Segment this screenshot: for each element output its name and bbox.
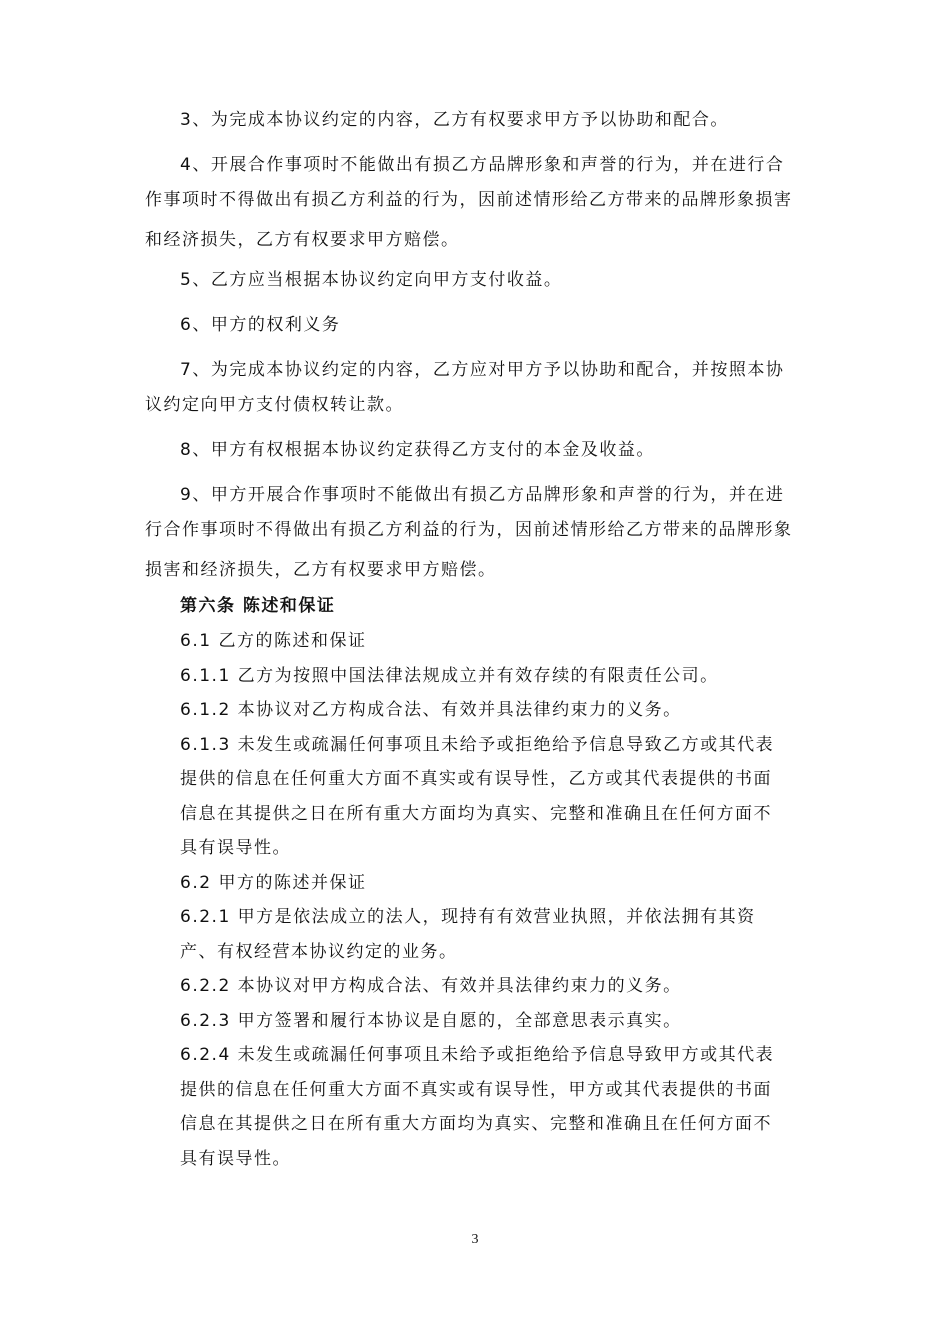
clause-4-continuation bbox=[145, 180, 810, 260]
article-6-body bbox=[180, 624, 820, 1176]
clause-9 bbox=[180, 475, 810, 515]
clause-7 bbox=[180, 350, 810, 390]
section-6-1-1: 6.1.1 乙方为按照中国法律法规成立并有效存续的有限责任公司。 bbox=[180, 665, 719, 686]
section-6-2-4-line-2: 提供的信息在任何重大方面不真实或有误导性，甲方或其代表提供的书面 bbox=[180, 1079, 772, 1100]
clause-7-line-1: 7、为完成本协议约定的内容，乙方应对甲方予以协助和配合，并按照本协 bbox=[180, 360, 785, 380]
page-number: 3 bbox=[471, 1232, 479, 1247]
section-6-1-3-line-4: 具有误导性。 bbox=[180, 838, 291, 858]
article-6-heading bbox=[180, 589, 810, 624]
section-6-2-4-line-4: 具有误导性。 bbox=[180, 1148, 291, 1169]
section-6-2-2: 6.2.2 本协议对甲方构成合法、有效并具法律约束力的义务。 bbox=[180, 976, 682, 996]
section-6-2-1-line-2: 产、有权经营本协议约定的业务。 bbox=[180, 941, 458, 962]
clause-4-line-1: 4、开展合作事项时不能做出有损乙方品牌形象和声誉的行为，并在进行合 bbox=[180, 155, 785, 175]
clause-8 bbox=[180, 430, 810, 470]
article-6-heading-text: 第六条 陈述和保证 bbox=[180, 596, 336, 616]
section-6-1-2: 6.1.2 本协议对乙方构成合法、有效并具法律约束力的义务。 bbox=[180, 700, 682, 720]
clause-4 bbox=[180, 145, 810, 185]
clause-4-line-2: 作事项时不得做出有损乙方利益的行为，因前述情形给乙方带来的品牌形象损害 bbox=[145, 190, 793, 210]
section-6-1: 6.1 乙方的陈述和保证 bbox=[180, 631, 367, 651]
clause-9-continuation bbox=[145, 510, 810, 590]
clause-3-line-1: 3、为完成本协议约定的内容，乙方有权要求甲方予以协助和配合。 bbox=[180, 110, 729, 130]
clause-7-line-2: 议约定向甲方支付债权转让款。 bbox=[145, 395, 404, 415]
section-6-1-3-line-1: 6.1.3 未发生或疏漏任何事项且未给予或拒绝给予信息导致乙方或其代表 bbox=[180, 734, 775, 755]
clause-9-line-2: 行合作事项时不得做出有损乙方利益的行为，因前述情形给乙方带来的品牌形象 bbox=[145, 520, 793, 540]
section-6-2-4-line-1: 6.2.4 未发生或疏漏任何事项且未给予或拒绝给予信息导致甲方或其代表 bbox=[180, 1045, 775, 1065]
section-6-2: 6.2 甲方的陈述并保证 bbox=[180, 872, 367, 893]
section-6-1-3-line-2: 提供的信息在任何重大方面不真实或有误导性，乙方或其代表提供的书面 bbox=[180, 769, 772, 789]
clause-9-line-1: 9、甲方开展合作事项时不能做出有损乙方品牌形象和声誉的行为，并在进 bbox=[180, 485, 785, 505]
clause-4-line-3: 和经济损失，乙方有权要求甲方赔偿。 bbox=[145, 230, 460, 250]
clause-7-continuation bbox=[145, 385, 810, 425]
clause-3 bbox=[180, 100, 810, 140]
clause-5-line-1: 5、乙方应当根据本协议约定向甲方支付收益。 bbox=[180, 270, 563, 290]
clause-6 bbox=[180, 305, 810, 345]
section-6-2-3: 6.2.3 甲方签署和履行本协议是自愿的，全部意思表示真实。 bbox=[180, 1010, 682, 1031]
clause-6-line-1: 6、甲方的权利义务 bbox=[180, 315, 341, 335]
clause-8-line-1: 8、甲方有权根据本协议约定获得乙方支付的本金及收益。 bbox=[180, 440, 655, 460]
section-6-2-1-line-1: 6.2.1 甲方是依法成立的法人，现持有有效营业执照，并依法拥有其资 bbox=[180, 907, 756, 927]
section-6-1-3-line-3: 信息在其提供之日在所有重大方面均为真实、完整和准确且在任何方面不 bbox=[180, 803, 772, 824]
clause-9-line-3: 损害和经济损失，乙方有权要求甲方赔偿。 bbox=[145, 560, 497, 580]
section-6-2-4-line-3: 信息在其提供之日在所有重大方面均为真实、完整和准确且在任何方面不 bbox=[180, 1114, 772, 1134]
clause-5 bbox=[180, 260, 810, 300]
